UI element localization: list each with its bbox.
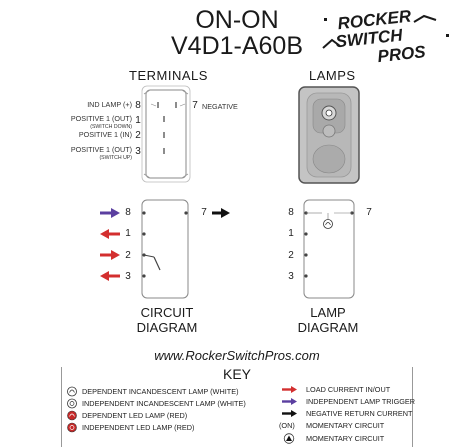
dependent-led-lamp-icon <box>66 410 78 421</box>
terminal-label-8: IND LAMP (+) <box>87 100 132 109</box>
terminal-label-1: POSITIVE 1 (OUT) (SWITCH DOWN) <box>70 114 132 130</box>
circuit-num-7: 7 <box>201 207 207 218</box>
load-in-arrow-icon <box>100 250 120 260</box>
circuit-num-3: 3 <box>125 271 131 282</box>
lamp-switch-face <box>297 85 361 185</box>
switch-terminal-drawing <box>140 84 192 184</box>
lamp-num-2: 2 <box>288 250 294 261</box>
title-line-1: ON-ON <box>195 6 279 34</box>
circuit-diagram-title-1: CIRCUIT <box>140 305 194 320</box>
independent-incandescent-lamp-icon <box>66 398 78 409</box>
circuit-diagram <box>96 198 232 300</box>
svg-text:ROCKER: ROCKER <box>336 6 412 34</box>
terminals-heading: TERMINALS <box>129 68 208 83</box>
triangle-icon <box>278 433 302 444</box>
terminal-label-negative: NEGATIVE <box>202 102 238 111</box>
red-arrow-icon <box>278 384 302 395</box>
purple-arrow-icon <box>278 396 302 407</box>
black-arrow-icon <box>278 408 302 419</box>
title-line-2: V4D1-A60B <box>170 32 304 60</box>
on-text-icon: (ON) <box>279 421 295 430</box>
load-out-arrow-icon-3 <box>100 271 120 281</box>
dependent-incandescent-lamp-diagram-icon <box>324 213 333 229</box>
lamps-heading: LAMPS <box>309 68 356 83</box>
terminal-num-1: 1 <box>135 115 141 126</box>
lamp-diagram-title-1: LAMP <box>310 305 346 320</box>
key-title: KEY <box>222 366 251 382</box>
website-link[interactable]: www.RockerSwitchPros.com <box>154 348 320 363</box>
circuit-diagram-title-2: DIAGRAM <box>136 320 198 335</box>
trigger-arrow-icon <box>100 208 120 218</box>
dependent-incandescent-lamp-icon <box>66 386 78 397</box>
independent-led-lamp-icon <box>66 422 78 433</box>
rocker-switch-pros-logo <box>318 4 468 66</box>
circuit-num-2: 2 <box>125 250 131 261</box>
lamp-num-1: 1 <box>288 228 294 239</box>
load-out-arrow-icon-1 <box>100 229 120 239</box>
circuit-num-1: 1 <box>125 228 131 239</box>
lamp-num-7: 7 <box>366 207 372 218</box>
svg-text:PROS: PROS <box>376 42 427 66</box>
lamp-num-3: 3 <box>288 271 294 282</box>
terminal-num-8: 8 <box>135 100 141 111</box>
lamp-num-8: 8 <box>288 207 294 218</box>
circuit-num-8: 8 <box>125 207 131 218</box>
terminal-label-3: POSITIVE 1 (OUT) (SWITCH UP) <box>70 145 132 161</box>
lamp-diagram <box>296 198 360 300</box>
lamp-diagram-title-2: DIAGRAM <box>297 320 359 335</box>
svg-text:SWITCH: SWITCH <box>334 25 404 52</box>
terminal-label-2: POSITIVE 1 (IN) <box>78 130 132 139</box>
negative-arrow-icon <box>212 208 230 218</box>
terminal-num-7: 7 <box>192 100 198 111</box>
terminal-num-3: 3 <box>135 146 141 157</box>
terminal-num-2: 2 <box>135 130 141 141</box>
